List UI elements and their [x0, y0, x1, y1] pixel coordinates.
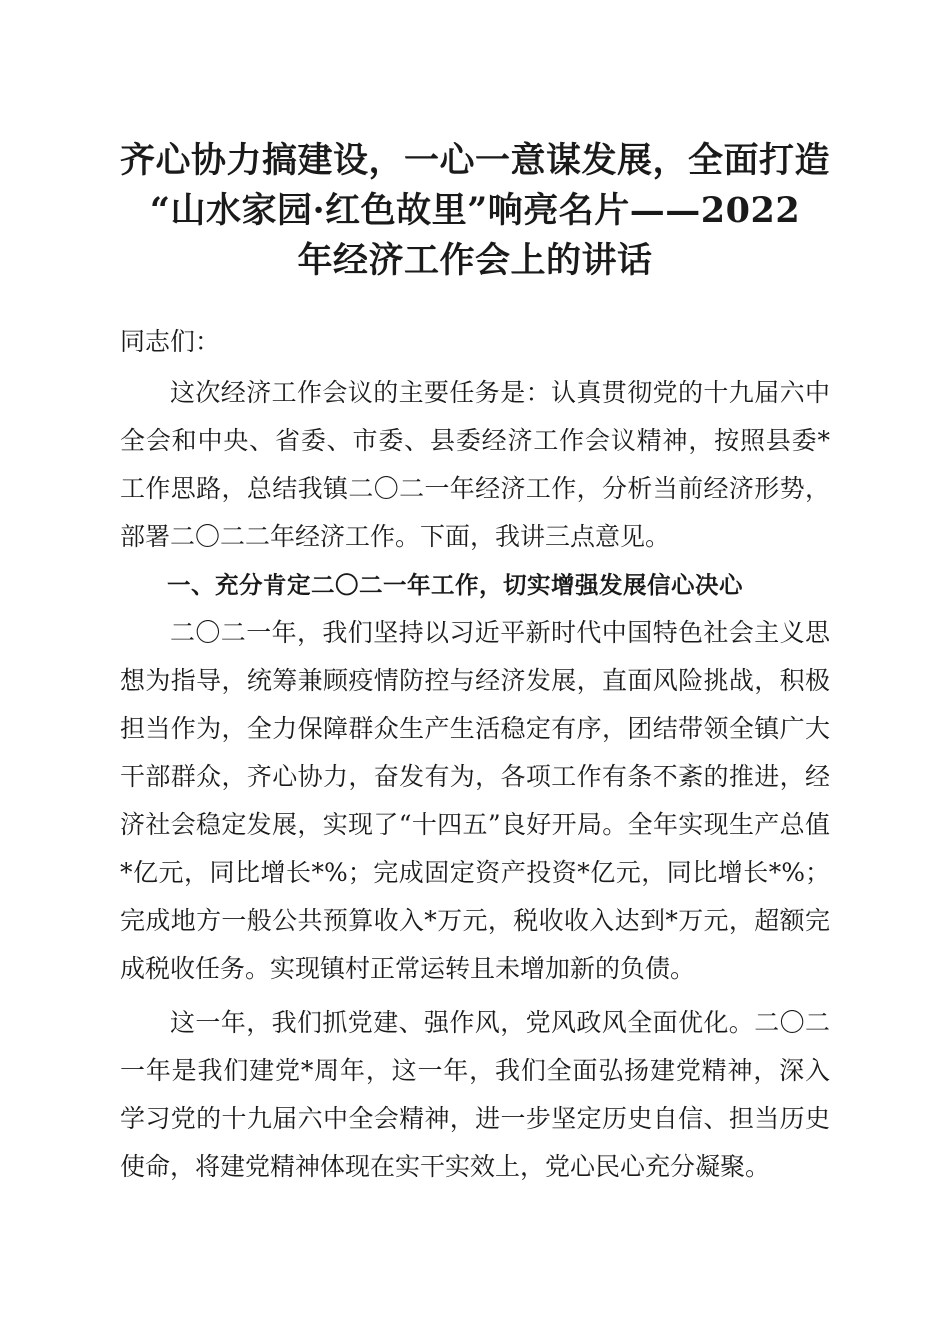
section-heading: 一、充分肯定二〇二一年工作，切实增强发展信心决心 [167, 571, 743, 599]
salutation: 同志们： [120, 327, 221, 356]
document-body [120, 318, 830, 1191]
title-line-2: “山水家园·红色故里”响亮名片——2022 [149, 190, 801, 231]
title-line-1: 齐心协力搞建设，一心一意谋发展，全面打造 [119, 140, 830, 181]
intro-paragraph: 这次经济工作会议的主要任务是：认真贯彻党的十九届六中全会和中央、省委、市委、县委经济工作会议精神，按照县委*工作思路，总结我镇二〇二一年经济工作，分析当前经济形势，部署二〇二二年经济工作。下面，我讲三点意见。 [120, 378, 830, 551]
title-line-3: 年经济工作会上的讲话 [297, 240, 653, 281]
section-paragraph: 二〇二一年，我们坚持以习近平新时代中国特色社会主义思想为指导，统筹兼顾疫情防控与经济发展，直面风险挑战，积极担当作为，全力保障群众生产生活稳定有序，团结带领全镇广大干部群众，齐心协力，奋发有为，各项工作有条不紊的推进，经济社会稳定发展，实现了“十四五”良好开局。全年实现生产总值*亿元，同比增长*%；完成固定资产投资*亿元，同比增长*%；完成地方一般公共预算收入*万元，税收收入达到*万元，超额完成税收任务。实现镇村正常运转且未增加新的负债。 [120, 618, 830, 983]
document-title [100, 136, 850, 286]
section-paragraph: 这一年，我们抓党建、强作风，党风政风全面优化。二〇二一年是我们建党*周年，这一年，我们全面弘扬建党精神，深入学习党的十九届六中全会精神，进一步坚定历史自信、担当历史使命，将建党精神体现在实干实效上，党心民心充分凝聚。 [120, 1008, 830, 1181]
